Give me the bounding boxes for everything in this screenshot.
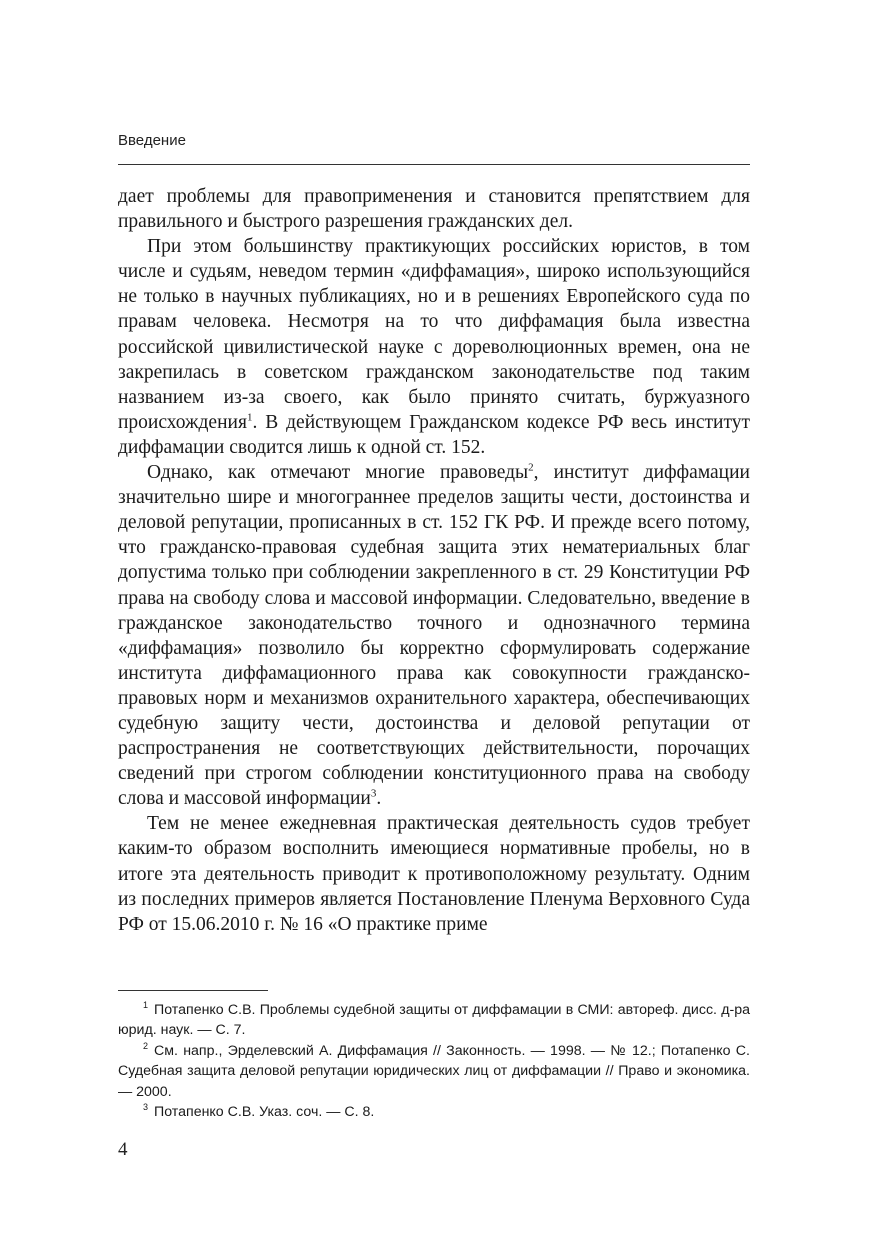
paragraph-4 — [118, 811, 750, 936]
footnote-3-text: Потапенко С.В. Указ. соч. — С. 8. — [154, 1104, 375, 1121]
paragraph-3 — [118, 460, 750, 811]
paragraph-3-text-c: . — [376, 788, 382, 810]
paragraph-3-text-a: Однако, как отмечают многие правоведы — [147, 462, 529, 484]
paragraph-2-text-a: При этом большинству практикующих российских юристов, в том числе и судьям, неведом термин «диффамация», широко использующийся не только в научных публикациях, но и в решениях Европейского суда по правам человека. Несмотря на то что диффамация была известна российской цивилистической науке с дореволюционных времен, она не закрепилась в советском гражданском законодательстве под таким названием из-за своего, как было принято считать, буржуазного происхождения — [118, 236, 750, 433]
footnote-ref-3[interactable]: 3 — [370, 787, 377, 800]
running-header: Введение — [118, 132, 186, 149]
paragraph-2-text-b: . В действующем Гражданском кодексе РФ весь институт диффамации сводится лишь к одной ст. 152. — [118, 411, 750, 458]
page-number: 4 — [118, 1139, 128, 1160]
footnotes — [118, 1000, 750, 1122]
footnote-3 — [118, 1102, 750, 1122]
paragraph-1-text: дает проблемы для правоприменения и становится препятствием для правильного и быстрого разрешения гражданских дел. — [118, 186, 750, 233]
footnote-1-text: Потапенко С.В. Проблемы судебной защиты от диффамации в СМИ: автореф. дисс. д-ра юрид. наук. — С. 7. — [118, 1002, 750, 1039]
footnote-ref-1[interactable]: 1 — [246, 411, 253, 424]
footnote-divider — [118, 990, 268, 991]
footnote-2-mark: 2 — [143, 1041, 149, 1052]
main-text — [118, 184, 750, 937]
footnote-2-text: См. напр., Эрделевский А. Диффамация // Законность. — 1998. — № 12.; Потапенко С. Судебная защита деловой репутации юридических лиц от диффамации // Право и экономика. — 2000. — [118, 1042, 750, 1100]
footnote-1-mark: 1 — [143, 1000, 149, 1011]
footnote-1 — [118, 1000, 750, 1041]
paragraph-2 — [118, 234, 750, 460]
header-divider — [118, 164, 750, 165]
paragraph-4-text: Тем не менее ежедневная практическая деятельность судов требует каким-то образом восполнить имеющиеся нормативные пробелы, но в итоге эта деятельность приводит к противоположному результату. Одним из последних примеров является Постановление Пленума Верховного Суда РФ от 15.06.2010 г. № 16 «О практике приме — [118, 813, 750, 935]
paragraph-3-text-b: , институт диффамации значительно шире и многограннее пределов защиты чести, достоинства и деловой репутации, прописанных в ст. 152 ГК РФ. И прежде всего потому, что гражданско-правовая судебная защита этих нематериальных благ допустима только при соблюдении закрепленного в ст. 29 Конституции РФ права на свободу слова и массовой информации. Следовательно, введение в гражданское законодательство точного и однозначного термина «диффамация» позволило бы корректно сформулировать содержание института диффамационного права как совокупности гражданско-правовых норм и механизмов охранительного характера, обеспечивающих судебную защиту чести, достоинства и деловой репутации от распространения не соответствующих действительности, порочащих сведений при строгом соблюдении конституционного права на свободу слова и массовой информации — [118, 462, 750, 810]
paragraph-1 — [118, 184, 750, 234]
footnote-2 — [118, 1041, 750, 1102]
footnote-3-mark: 3 — [143, 1102, 149, 1113]
footnote-ref-2[interactable]: 2 — [528, 461, 534, 474]
